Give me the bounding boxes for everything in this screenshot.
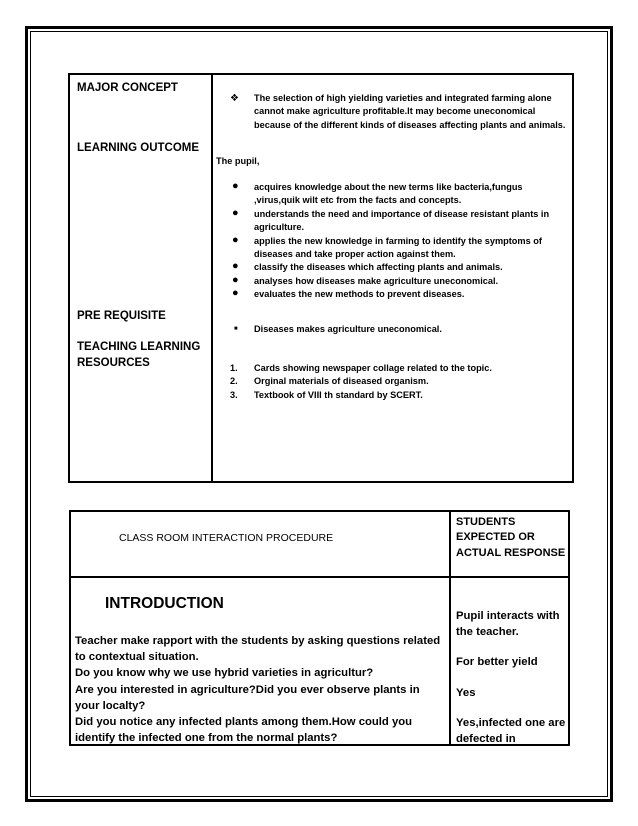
- list-item: ● analyses how diseases make agriculture uneconomical.: [232, 273, 499, 286]
- response-item: For better yield: [456, 656, 538, 668]
- procedure-line: Are you interested in agriculture?Did you ever observe plants in your localty?: [75, 683, 420, 712]
- response-item: Yes,infected one are defected in: [456, 717, 566, 746]
- major-concept-item: ❖ The selection of high yielding varieties and integrated farming alone cannot make agriculture profitable.It may become uneconomical because of the different kinds of diseases affecting plants and animals.: [230, 93, 566, 130]
- bullet-icon: ●: [232, 273, 239, 286]
- list-item: 2. Orginal materials of diseased organism.: [230, 376, 429, 387]
- list-item: 1. Cards showing newspaper collage related to the topic.: [230, 363, 492, 373]
- pre-requisite-list: [216, 323, 571, 336]
- response-header: STUDENTS EXPECTED OR ACTUAL RESPONSE: [456, 516, 566, 559]
- list-item: ■ Diseases makes agriculture uneconomical.: [216, 323, 571, 336]
- response-item: Yes: [456, 687, 476, 699]
- learning-outcome-intro: The pupil,: [216, 156, 260, 166]
- procedure-line: Do you know why we use hybrid varieties in agricultur?: [75, 667, 374, 680]
- procedure-line: Did you notice any infected plants among them.How could you identify the infected one from the normal plants?: [75, 716, 413, 745]
- diamond-bullet-icon: ❖: [230, 93, 239, 104]
- bullet-icon: ●: [232, 206, 239, 219]
- list-item: ● evaluates the new methods to prevent diseases.: [232, 287, 465, 300]
- lesson-plan-table: [68, 73, 574, 483]
- procedure-text: [75, 633, 447, 746]
- column-divider: [211, 75, 213, 481]
- bullet-icon: ●: [232, 260, 239, 273]
- list-item: ● understands the need and importance of disease resistant plants in agriculture.: [232, 206, 550, 233]
- resources-label: TEACHING LEARNING RESOURCES: [77, 341, 201, 369]
- procedure-line: Teacher make rapport with the students by asking questions related to contextual situation.: [75, 635, 441, 664]
- learning-outcome-label: LEARNING OUTCOME: [77, 142, 200, 154]
- square-bullet-icon: ■: [234, 326, 238, 332]
- interaction-table: [69, 510, 570, 746]
- bullet-icon: ●: [232, 180, 239, 192]
- learning-outcome-list: [216, 181, 571, 302]
- list-item: 3. Textbook of VIII th standard by SCERT.: [230, 389, 423, 400]
- procedure-header: CLASS ROOM INTERACTION PROCEDURE: [119, 532, 334, 544]
- response-item: Pupil interacts with the teacher.: [456, 610, 560, 639]
- list-item: ● classify the diseases which affecting plants and animals.: [232, 260, 503, 273]
- list-item: ● acquires knowledge about the new terms like bacteria,fungus ,virus,quik wilt etc from the facts and concepts.: [232, 180, 523, 206]
- resources-list: [216, 362, 571, 402]
- major-concept-label: MAJOR CONCEPT: [77, 82, 178, 94]
- bullet-icon: ●: [232, 287, 239, 300]
- list-item: ● applies the new knowledge in farming to identify the symptoms of diseases and take proper action against them.: [232, 233, 542, 260]
- column-divider: [449, 512, 451, 744]
- pre-requisite-label: PRE REQUISITE: [77, 310, 166, 322]
- row-divider: [71, 576, 568, 578]
- section-title: INTRODUCTION: [105, 595, 224, 612]
- bullet-icon: ●: [232, 233, 239, 246]
- major-concept-content: [216, 92, 571, 132]
